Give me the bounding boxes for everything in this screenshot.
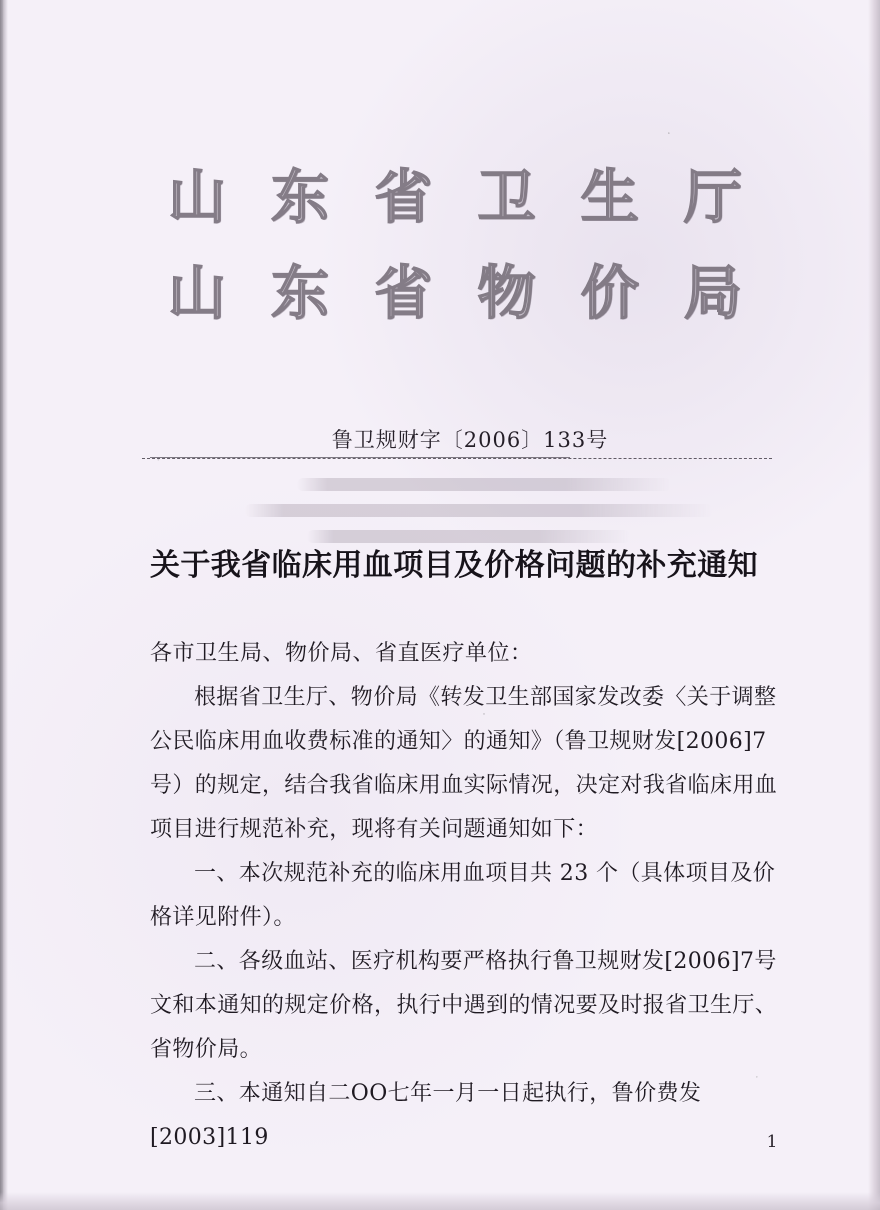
document-number: 鲁卫规财字〔2006〕133号 [331, 428, 609, 452]
issuing-agency-line-1 [160, 158, 750, 236]
right-scan-edge [868, 0, 880, 1210]
notice-title: 关于我省临床用血项目及价格问题的补充通知 [150, 548, 758, 583]
body-paragraph: 二、各级血站、医疗机构要严格执行鲁卫规财发[2006]7号文和本通知的规定价格，执行中遇到的情况要及时报省卫生厅、省物价局。 [150, 949, 778, 1062]
body-paragraph: 根据省卫生厅、物价局《转发卫生部国家发改委〈关于调整公民临床用血收费标准的通知〉的通知》（鲁卫规财发[2006]7号）的规定，结合我省临床用血实际情况，决定对我省临床用血项目进行规范补充，现将有关问题通知如下： [150, 685, 778, 842]
header-character: 省 [374, 259, 433, 327]
header-character: 东 [271, 163, 330, 231]
page-number: 1 [766, 1132, 778, 1152]
header-character: 山 [167, 163, 226, 231]
header-character: 东 [271, 259, 330, 327]
header-character: 省 [374, 163, 433, 231]
recipients-line: 各市卫生局、物价局、省直医疗单位： [150, 641, 533, 666]
issuing-agency-line-2 [160, 254, 750, 332]
notice-body [150, 676, 780, 1160]
ghost-line [297, 478, 671, 491]
header-character: 物 [477, 259, 536, 327]
issuing-agencies-header [160, 158, 770, 338]
left-scan-edge [0, 0, 8, 1210]
body-paragraph: 一、本次规范补充的临床用血项目共 23 个（具体项目及价格详见附件）。 [150, 861, 776, 930]
header-character: 厅 [683, 163, 742, 231]
ghost-line [245, 504, 713, 517]
header-character: 生 [580, 163, 639, 231]
header-divider-line [142, 458, 772, 463]
body-paragraph: 三、本通知自二OO七年一月一日起执行，鲁价费发[2003]119 [150, 1081, 702, 1150]
header-character: 卫 [477, 163, 536, 231]
bottom-scan-edge [0, 1192, 880, 1210]
header-character: 价 [580, 259, 639, 327]
header-character: 局 [683, 259, 742, 327]
header-character: 山 [167, 259, 226, 327]
